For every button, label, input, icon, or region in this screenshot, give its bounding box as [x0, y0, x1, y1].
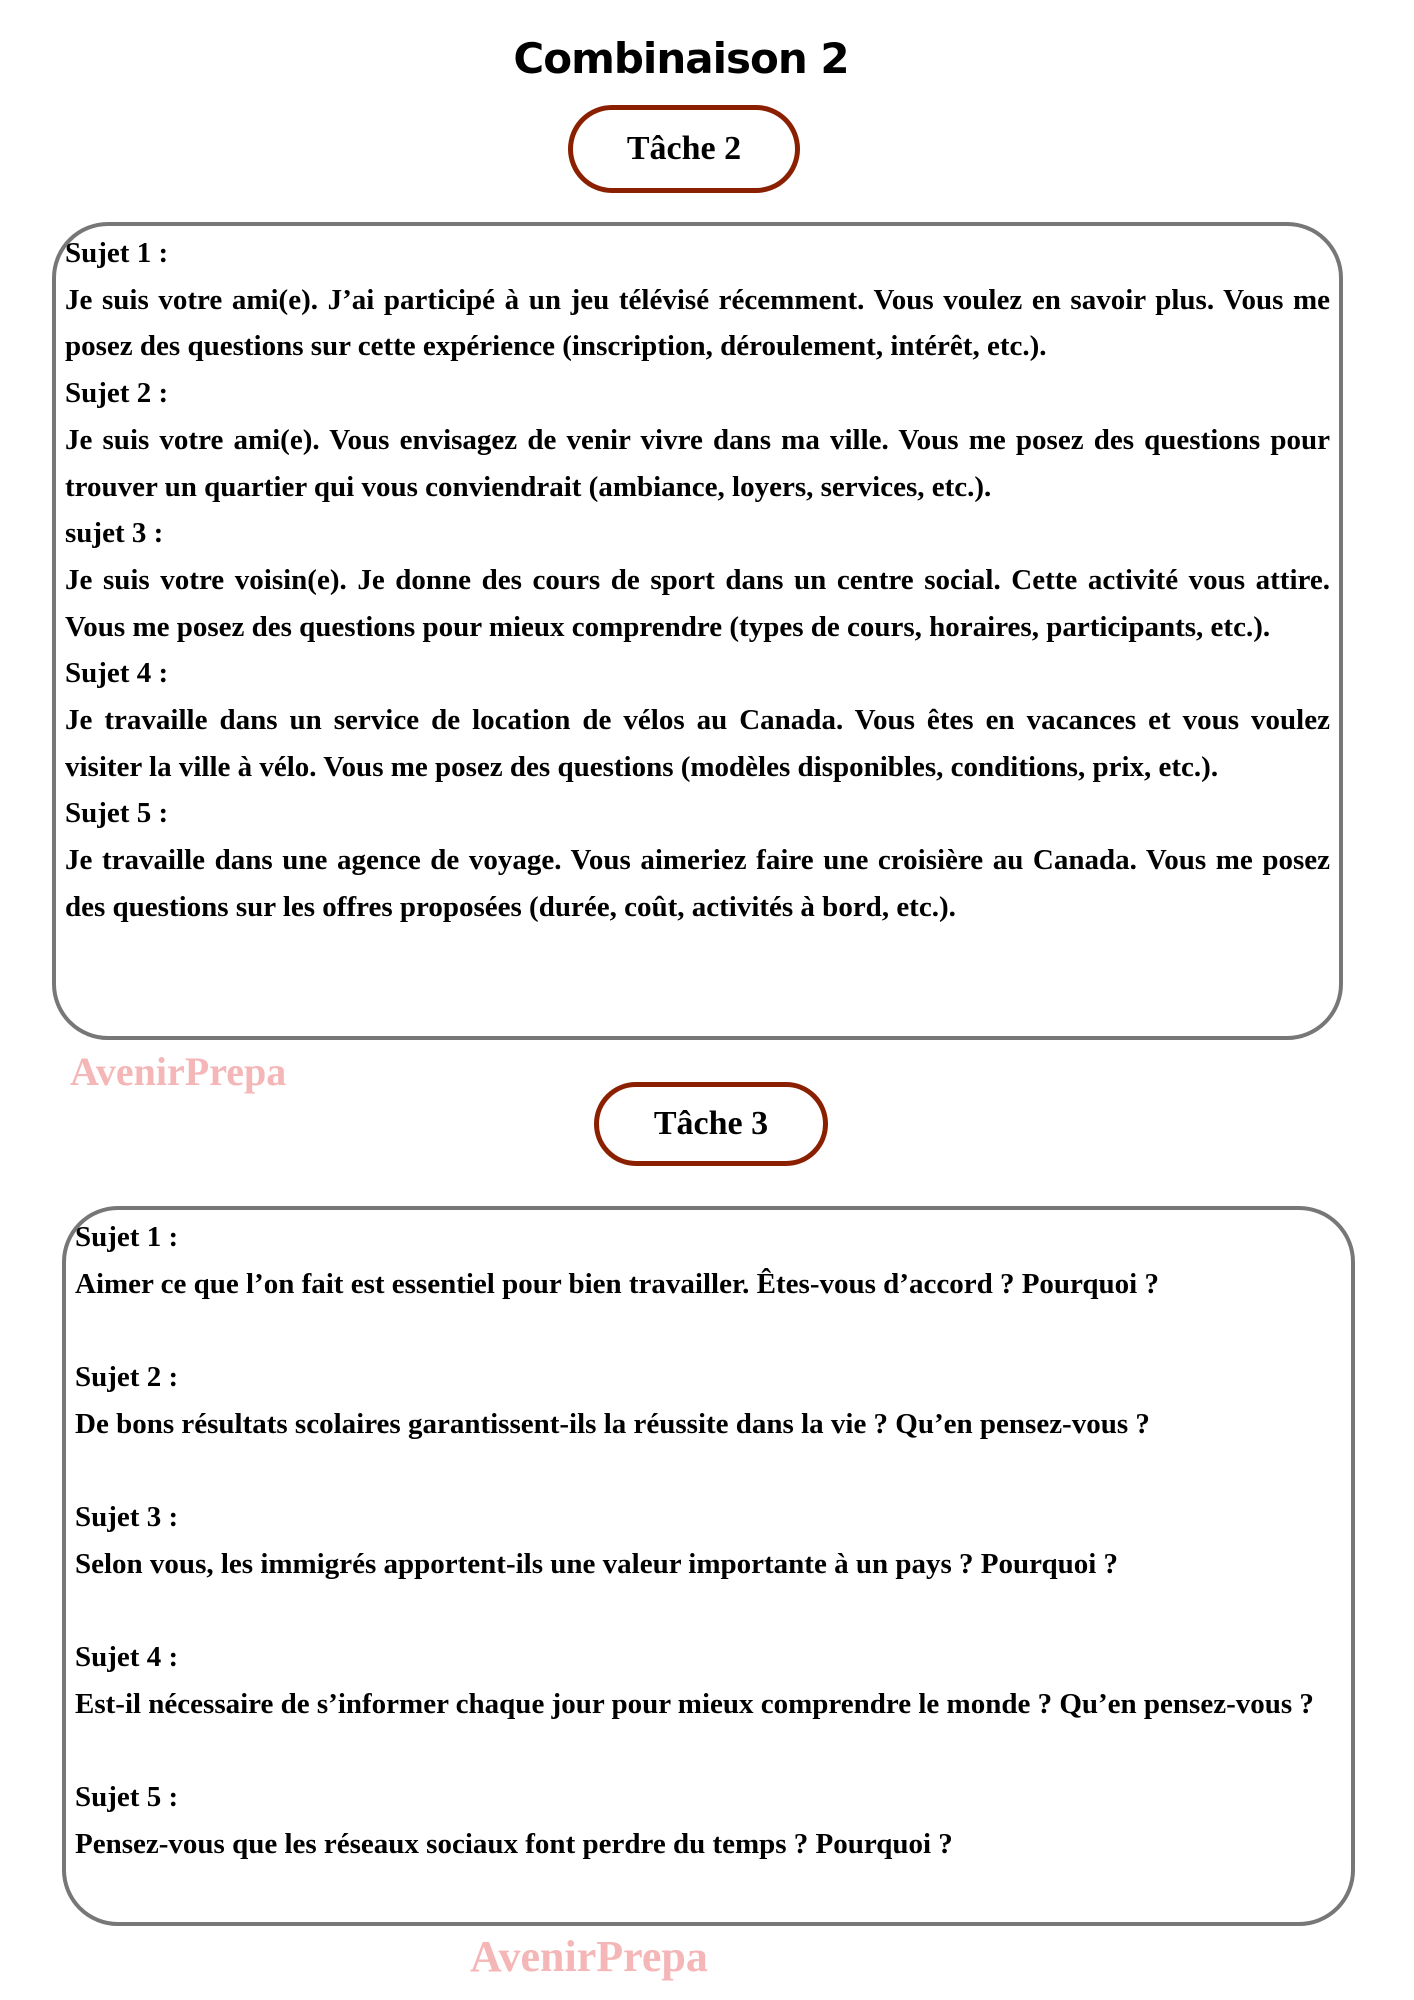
page-title: Combinaison 2: [513, 34, 849, 83]
sujet-text: Pensez-vous que les réseaux sociaux font perdre du temps ? Pourquoi ?: [75, 1828, 953, 1861]
sujet-text: Je suis votre voisin(e). Je donne des cours de sport dans un centre social. Cette activité vous attire. Vous me posez des questions pour mieux comprendre (types de cours, horaires, participants, etc.).: [65, 563, 1330, 643]
sujet-heading: Sujet 4 :: [65, 657, 169, 690]
sujet-heading: Sujet 2 :: [65, 377, 169, 410]
sujet-heading: Sujet 1 :: [75, 1221, 179, 1253]
tache-3-sujets: [75, 1214, 1340, 1868]
spacer: [75, 1728, 1340, 1775]
sujet-text: Est-il nécessaire de s’informer chaque jour pour mieux comprendre le monde ? Qu’en pensez-vous ?: [75, 1687, 1314, 1720]
tache-3-badge: [594, 1082, 828, 1166]
sujet-heading: Sujet 5 :: [75, 1781, 179, 1814]
sujet-heading: Sujet 3 :: [75, 1501, 179, 1534]
spacer: [75, 1588, 1340, 1635]
sujet-heading: Sujet 1 :: [65, 237, 169, 269]
tache-2-sujets: [65, 230, 1330, 931]
watermark: AvenirPrepa: [470, 1932, 708, 1981]
sujet-text: Je travaille dans un service de location de vélos au Canada. Vous êtes en vacances et vous voulez visiter la ville à vélo. Vous me posez des questions (modèles disponibles, conditions, prix, etc.).: [65, 704, 1330, 783]
sujet-heading: sujet 3 :: [65, 517, 164, 550]
sujet-text: Selon vous, les immigrés apportent-ils une valeur importante à un pays ? Pourquoi ?: [75, 1547, 1119, 1580]
sujet-text: De bons résultats scolaires garantissent-ils la réussite dans la vie ? Qu’en pensez-vous ?: [75, 1407, 1150, 1440]
spacer: [75, 1307, 1340, 1354]
sujet-text: Je travaille dans une agence de voyage. Vous aimeriez faire une croisière au Canada. Vous me posez des questions sur les offres proposées (durée, coût, activités à bord, etc.).: [65, 844, 1330, 923]
sujet-heading: Sujet 4 :: [75, 1641, 179, 1674]
sujet-text: Aimer ce que l’on fait est essentiel pour bien travailler. Êtes-vous d’accord ? Pourquoi ?: [75, 1267, 1159, 1300]
sujet-text: Je suis votre ami(e). Vous envisagez de venir vivre dans ma ville. Vous me posez des questions pour trouver un quartier qui vous conviendrait (ambiance, loyers, services, etc.).: [65, 423, 1330, 503]
tache-2-label: Tâche 2: [626, 130, 742, 167]
sujet-text: Je suis votre ami(e). J’ai participé à un jeu télévisé récemment. Vous voulez en savoir plus. Vous me posez des questions sur cette expérience (inscription, déroulement, intérêt, etc.).: [65, 283, 1330, 363]
watermark: AvenirPrepa: [70, 1049, 287, 1094]
sujet-heading: Sujet 5 :: [65, 797, 169, 830]
tache-2-badge: [568, 105, 800, 193]
spacer: [75, 1448, 1340, 1495]
tache-3-label: Tâche 3: [653, 1105, 769, 1142]
sujet-heading: Sujet 2 :: [75, 1361, 179, 1394]
